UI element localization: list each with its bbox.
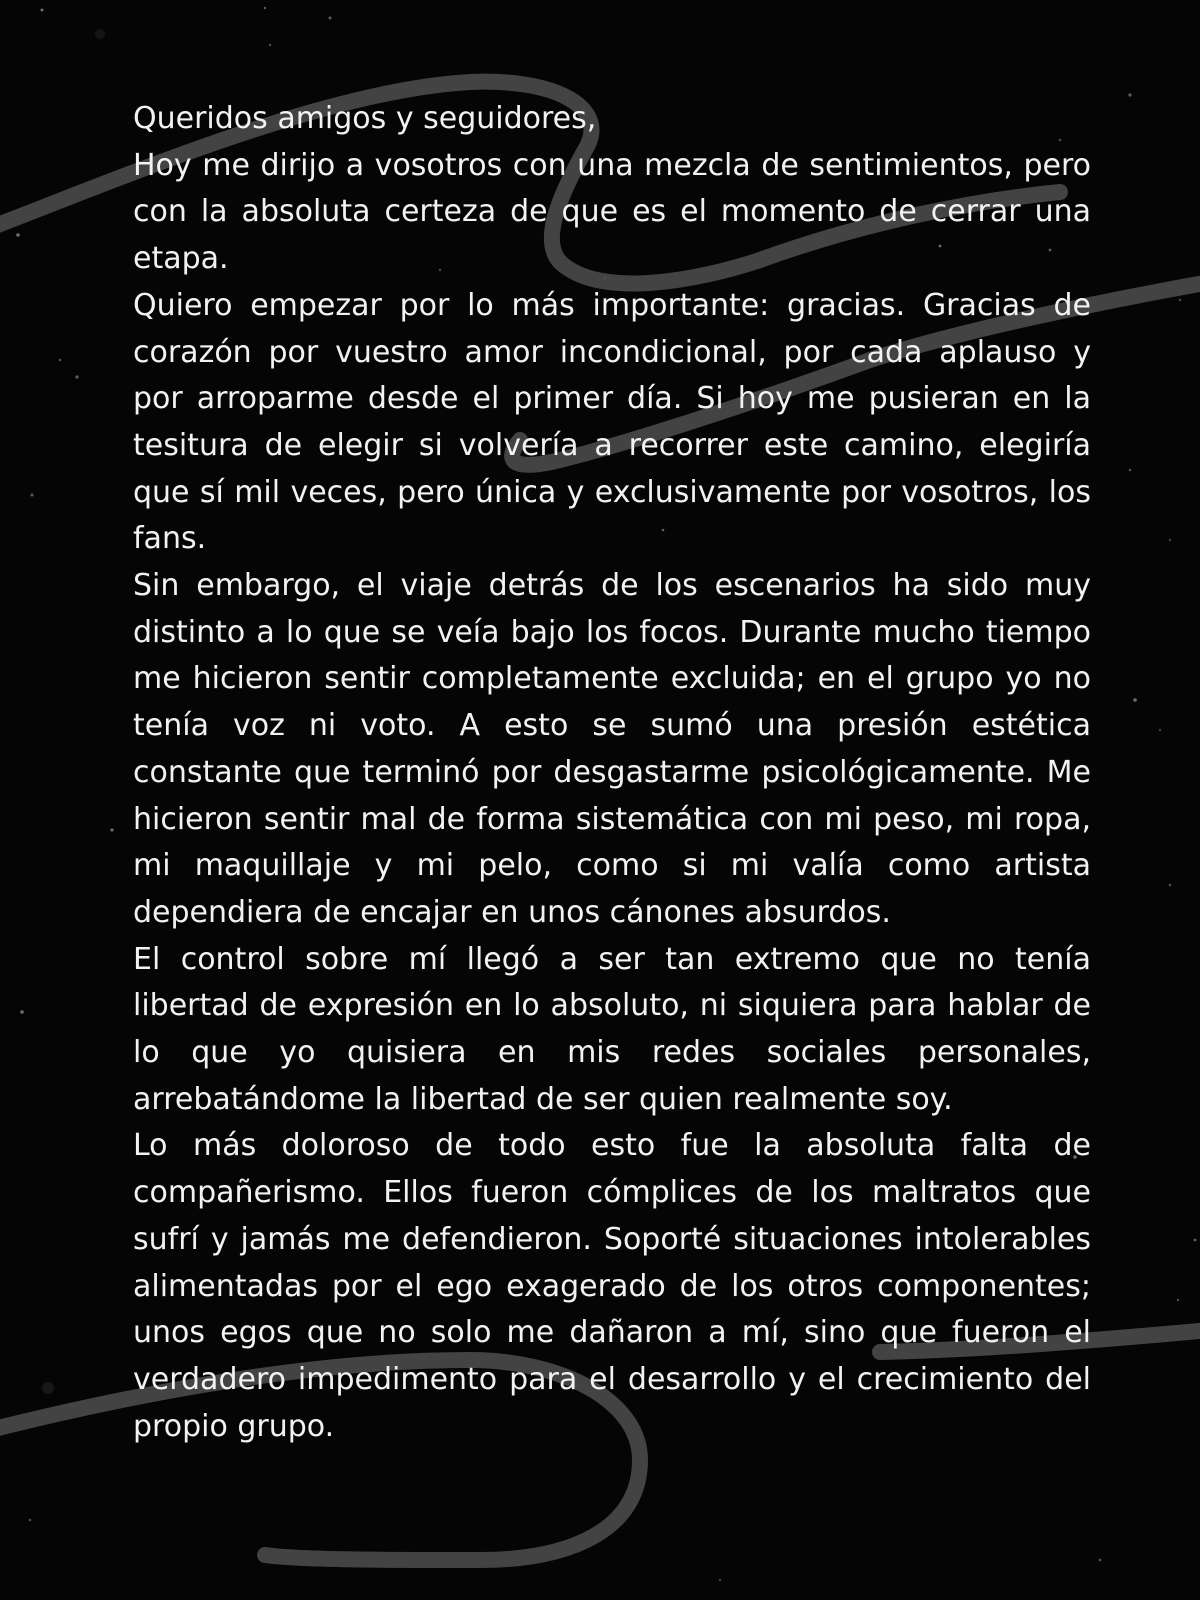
letter-paragraph: El control sobre mí llegó a ser tan extremo que no tenía libertad de expresión en lo absoluto, ni siquiera para hablar de lo que yo quisiera en mis redes sociales personales, arrebatándome la libertad de ser quien realmente soy.: [133, 941, 1091, 1117]
letter-paragraph: Quiero empezar por lo más importante: gracias. Gracias de corazón por vuestro amor incondicional, por cada aplauso y por arroparme desde el primer día. Si hoy me pusieran en la tesitura de elegir si volvería a recorrer este camino, elegiría que sí mil veces, pero única y exclusivamente por vosotros, los fans.: [133, 287, 1091, 557]
letter-paragraph: Lo más doloroso de todo esto fue la absoluta falta de compañerismo. Ellos fueron cómplices de los maltratos que sufrí y jamás me defendieron. Soporté situaciones intolerables alimentadas por el ego exagerado de los otros componentes; unos egos que no solo me dañaron a mí, sino que fueron el verdadero impedimento para el desarrollo y el crecimiento del propio grupo.: [133, 1128, 1091, 1444]
farewell-letter: [133, 96, 1091, 1450]
letter-paragraph: Sin embargo, el viaje detrás de los escenarios ha sido muy distinto a lo que se veía bajo los focos. Durante mucho tiempo me hicieron sentir completamente excluida; en el grupo yo no tenía voz ni voto. A esto se sumó una presión estética constante que terminó por desgastarme psicológicamente. Me hicieron sentir mal de forma sistemática con mi peso, mi ropa, mi maquillaje y mi pelo, como si mi valía como artista dependiera de encajar en unos cánones absurdos.: [133, 568, 1091, 930]
letter-paragraph: Hoy me dirijo a vosotros con una mezcla de sentimientos, pero con la absoluta certeza de que es el momento de cerrar una etapa.: [133, 147, 1091, 277]
letter-greeting: Queridos amigos y seguidores,: [133, 101, 597, 136]
